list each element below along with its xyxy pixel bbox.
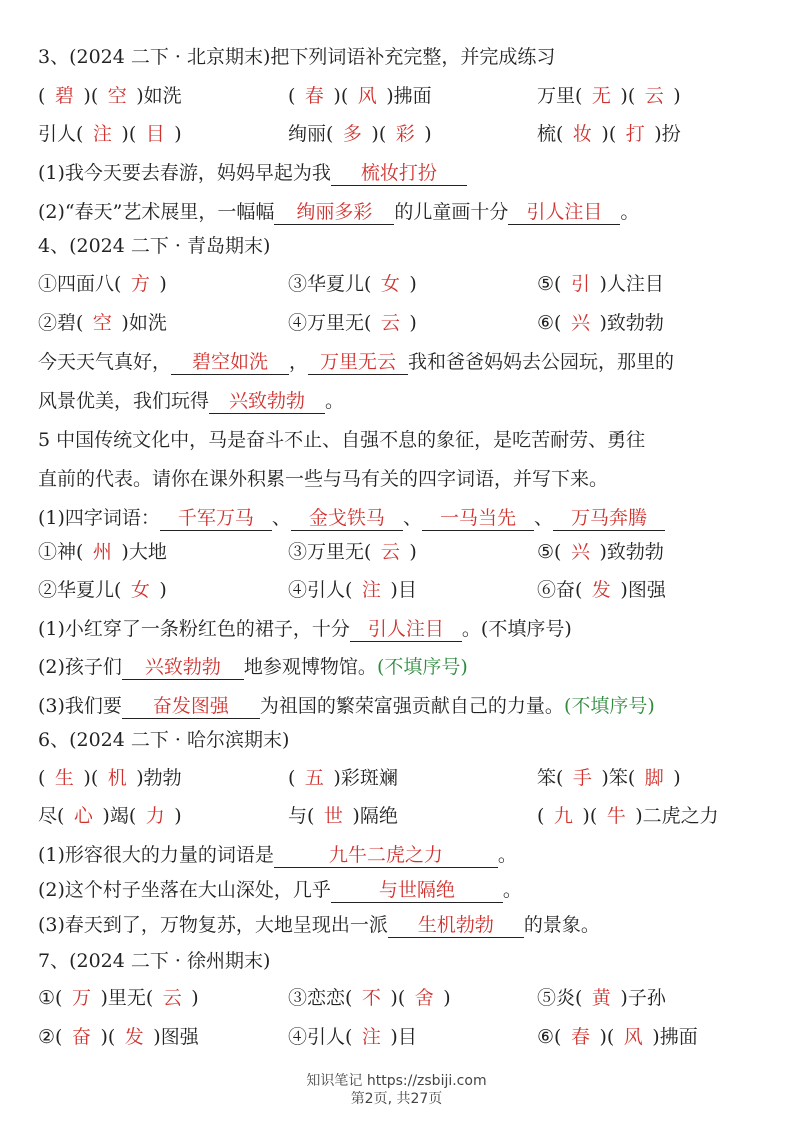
q3-r1-c2: ( 春 )( 风 )拂面 <box>288 85 432 107</box>
q6-sentence-2: (2)这个村子坐落在大山深处，几乎 与世隔绝 。 <box>38 879 522 901</box>
q6-title: 6、(2024 二下 · 哈尔滨期末) <box>38 729 290 751</box>
q4-r2-c2: ④万里无( 云 ) <box>288 312 417 334</box>
q6-sentence-3: (3)春天到了，万物复苏，大地呈现出一派 生机勃勃 的景象。 <box>38 914 600 936</box>
answer-blank: 万里无云 <box>308 350 408 375</box>
q6-r1-c2: ( 五 )彩斑斓 <box>288 767 398 789</box>
answer-blank: 九牛二虎之力 <box>274 843 498 868</box>
q5-intro-2: 直前的代表。请你在课外积累一些与马有关的四字词语，并写下来。 <box>38 468 609 490</box>
q7-r1-c3: ⑤炎( 黄 )子孙 <box>537 987 666 1009</box>
q7-r1-c2: ③恋恋( 不 )( 舍 ) <box>288 987 451 1009</box>
answer-blank: 兴致勃勃 <box>122 655 244 680</box>
answer-blank: 引人注目 <box>508 200 620 225</box>
q6-r2-c1: 尽( 心 )竭( 力 ) <box>38 805 182 827</box>
q7-r2-c2: ④引人( 注 )目 <box>288 1026 417 1048</box>
no-number-note: (不填序号) <box>376 656 468 678</box>
q5-intro-1: 5 中国传统文化中，马是奋斗不止、自强不息的象征，是吃苦耐劳、勇往 <box>38 429 646 451</box>
q4-r2-c3: ⑥( 兴 )致勃勃 <box>537 312 664 334</box>
q6-r1-c1: ( 生 )( 机 )勃勃 <box>38 767 182 789</box>
q5-r1-c2: ③万里无( 云 ) <box>288 541 417 563</box>
q6-r2-c3: ( 九 )( 牛 )二虎之力 <box>537 805 719 827</box>
answer-blank: 生机勃勃 <box>388 913 524 938</box>
q3-r2-c1: 引人( 注 )( 目 ) <box>38 123 182 145</box>
answer-blank: 碧空如洗 <box>171 350 289 375</box>
q5-r2-c2: ④引人( 注 )目 <box>288 579 417 601</box>
q4-r2-c1: ②碧( 空 )如洗 <box>38 312 167 334</box>
q5-r2-c1: ②华夏儿( 女 ) <box>38 579 167 601</box>
q3-r1-c3: 万里( 无 )( 云 ) <box>537 85 681 107</box>
q7-r1-c1: ①( 万 )里无( 云 ) <box>38 987 199 1009</box>
page-number: 第2页, 共27页 <box>350 1091 443 1107</box>
answer-blank: 引人注目 <box>350 617 462 642</box>
q4-title: 4、(2024 二下 · 青岛期末) <box>38 235 271 257</box>
q7-r2-c1: ②( 奋 )( 发 )图强 <box>38 1026 199 1048</box>
q7-r2-c3: ⑥( 春 )( 风 )拂面 <box>537 1026 698 1048</box>
answer-blank: 奋发图强 <box>122 694 260 719</box>
q5-sentence-2: (2)孩子们 兴致勃勃 地参观博物馆。(不填序号) <box>38 656 468 678</box>
answer-blank: 与世隔绝 <box>331 878 503 903</box>
no-number-note: (不填序号) <box>563 695 655 717</box>
answer-blank: 梳妆打扮 <box>331 161 467 186</box>
q6-sentence-1: (1)形容很大的力量的词语是 九牛二虎之力 。 <box>38 844 517 866</box>
q5-r2-c3: ⑥奋( 发 )图强 <box>537 579 666 601</box>
q5-r1-c1: ①神( 州 )大地 <box>38 541 167 563</box>
answer-blank: 绚丽多彩 <box>274 200 394 225</box>
q3-r2-c3: 梳( 妆 )( 打 )扮 <box>537 123 681 145</box>
q3-r2-c2: 绚丽( 多 )( 彩 ) <box>288 123 432 145</box>
q6-r1-c3: 笨( 手 )笨( 脚 ) <box>537 767 681 789</box>
q3-sentence-1: (1)我今天要去春游，妈妈早起为我 梳妆打扮 <box>38 160 467 186</box>
q5-sentence-3: (3)我们要 奋发图强 为祖国的繁荣富强贡献自己的力量。(不填序号) <box>38 695 655 717</box>
q4-r1-c1: ①四面八( 方 ) <box>38 273 167 295</box>
q6-r2-c2: 与( 世 )隔绝 <box>288 805 398 827</box>
q3-title: 3、(2024 二下 · 北京期末)把下列词语补充完整，并完成练习 <box>38 46 556 68</box>
answer-blank: 一马当先 <box>422 506 534 531</box>
q7-title: 7、(2024 二下 · 徐州期末) <box>38 950 271 972</box>
footer-site: 知识笔记 https://zsbiji.com <box>306 1073 487 1089</box>
q5-r1-c3: ⑤( 兴 )致勃勃 <box>537 541 664 563</box>
q4-r1-c2: ③华夏儿( 女 ) <box>288 273 417 295</box>
answer-blank: 千军万马 <box>160 506 272 531</box>
answer-blank: 金戈铁马 <box>291 506 403 531</box>
answer-blank: 兴致勃勃 <box>209 389 325 414</box>
q4-r1-c3: ⑤( 引 )人注目 <box>537 273 664 295</box>
q5-sentence-1: (1)小红穿了一条粉红色的裙子，十分 引人注目 。(不填序号) <box>38 618 572 640</box>
q3-r1-c1: ( 碧 )( 空 )如洗 <box>38 85 182 107</box>
q5-words: (1)四字词语： 千军万马 、 金戈铁马 、 一马当先 、 万马奔腾 <box>38 505 665 531</box>
answer-blank: 万马奔腾 <box>553 506 665 531</box>
q3-sentence-2: (2)“春天”艺术展里，一幅幅 绚丽多彩 的儿童画十分 引人注目 。 <box>38 201 640 223</box>
q4-paragraph-1: 今天天气真好， 碧空如洗 ， 万里无云 我和爸爸妈妈去公园玩，那里的 <box>38 351 675 373</box>
q4-paragraph-2: 风景优美，我们玩得 兴致勃勃 。 <box>38 390 345 412</box>
